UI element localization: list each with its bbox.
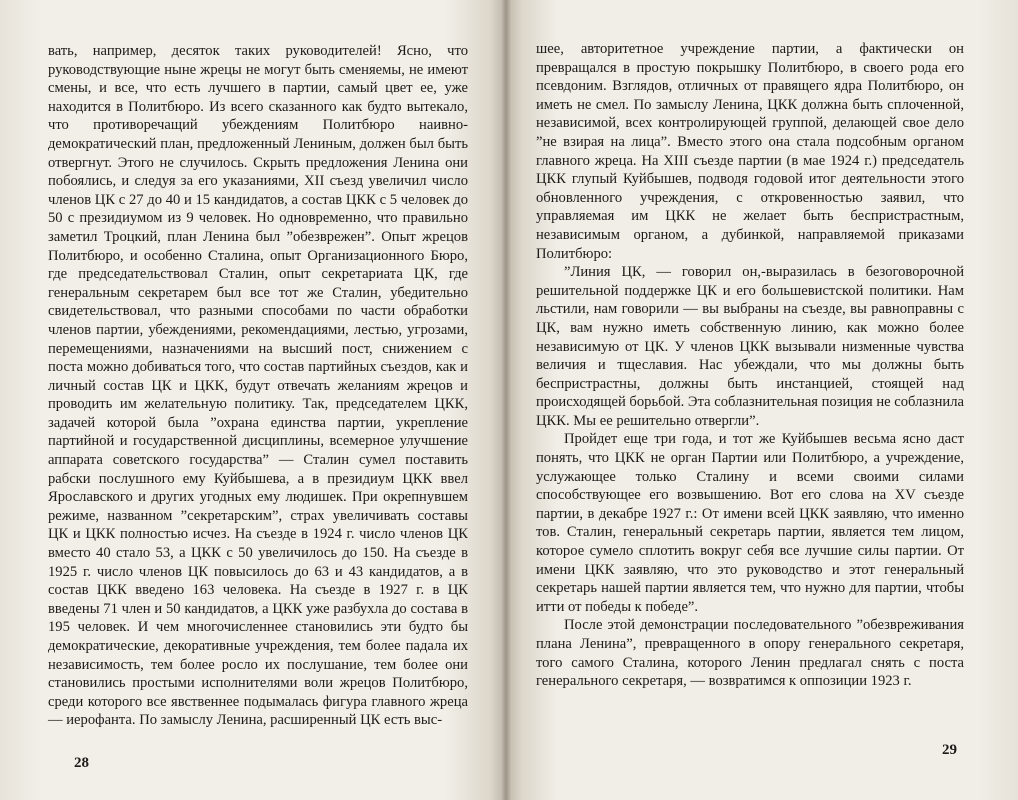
page-number-right: 29 [942,742,957,758]
paragraph: Пройдет еще три года, и тот же Куйбышев весьма ясно даст понять, что ЦКК не орган Партии или Политбюро, а учреждение, услужающее только Сталину и всеми своими силами способствующее его возвышению. Вот его слова на XV съезде партии, в декабре 1927 г.: От имени всей ЦКК заявляю, что именно тов. Сталин, генеральный секретарь партии, является тем лицом, которое сумело сплотить вокруг себя все лучшие силы партии. От имени ЦКК заявляю, что это руководство и этот генеральный секретарь нашей партии является тем, что нужно для партии, чтобы итти от победы к победе”. [536,431,964,615]
left-page-text [48,42,468,730]
paragraph: шее, авторитетное учреждение партии, а фактически он превращался в простую покрышку Политбюро, в своего рода его псевдоним. Взглядов, отличных от правящего ядра Политбюро, он иметь не смел. По замыслу Ленина, ЦКК должна быть сплоченной, независимой, всех контролирующей группой, делающей свое дело ”не взирая на лица”. Вместо этого она стала подсобным органом главного жреца. На XIII съезде партии (в мае 1924 г.) председатель ЦКК глупый Куйбышев, подводя годовой итог деятельности этого обновленного учреждения, с откровенностью заявил, что управляемая им ЦКК не желает быть беспристрастным, независимым органом, а дубинкой, направляемой приказами Политбюро: [536,41,964,262]
paragraph: После этой демонстрации последовательного ”обезвреживания плана Ленина”, превращенного в опору генерального секретаря, того самого Сталина, которого Ленин предлагал снять с поста генерального секретаря, — возвратимся к оппозиции 1923 г. [536,617,964,690]
right-page [506,0,1018,800]
paragraph: вать, например, десяток таких руководителей! Ясно, что руководствующие ныне жрецы не могут быть сменяемы, не имеют смены, и все, что есть лучшего в партии, самый цвет ее, уже находится в Политбюро. Из всего сказанного как будто вытекало, что противоречащий убеждениям Политбюро наивно-демократический план, предложенный Лениным, должен был быть отвергнут. Этого не случилось. Скрыть предложения Ленина они побоялись, и следуя за его указаниями, XII съезд увеличил число членов ЦК с 27 до 40 и 15 кандидатов, а состав ЦКК с 5 человек до 50 с президиумом из 9 человек. Но одновременно, что правильно заметил Троцкий, план Ленина был ”обезврежен”. Опыт жрецов Политбюро, и особенно Сталина, опыт Организационного Бюро, где председательствовал Сталин, опыт секретариата ЦК, где генеральным секретарем был все тот же Сталин, убедительно свидетельствовал, что разными способами по части обработки членов партии, убеждениями, рекомендациями, лестью, угрозами, перемещениями, назначениями на высший пост, снижением с поста можно добиваться того, что состав партийных съездов, как и личный состав ЦК и ЦКК, будут отвечать желаниям жрецов и проводить им желательную политику. Так, председателем ЦКК, задачей которой была ”охрана единства партии, укрепление партийной и государственной дисциплины, всемерное улучшение аппарата советского государства” — Сталин сумел поставить рабски послушного ему Куйбышева, а в президиум ЦКК ввел Ярославского и других угодных ему людишек. При окрепнувшем режиме, названном ”секретарским”, страх увеличивать составы ЦК и ЦКК полностью исчез. На съезде в 1924 г. число членов ЦК вместо 40 стало 53, а ЦКК с 50 увеличилось до 150. На съезде в 1925 г. число членов ЦК повысилось до 63 и 43 кандидатов, а в состав ЦКК введено 163 человека. На съезде в 1927 г. в ЦК введены 71 член и 50 кандидатов, а ЦКК уже разбухла до состава в 195 человек. И чем многочисленнее становились эти будто бы демократические, декоративные учреждения, тем более падала их независимость, тем более росло их послушание, тем более они становились простыми исполнителями воли жрецов Политбюро, среди которого все явственнее подымалась фигура главного жреца — иерофанта. По замыслу Ленина, расширенный ЦК есть выс- [48,43,468,729]
right-page-text [536,40,964,691]
paragraph-quote: ”Линия ЦК, — говорил он,-выразилась в безоговорочной решительной поддержке ЦК и его большевистской политики. Нам льстили, нам говорили — вы выбраны на съезде, вы равноправны с ЦК, вам нужно иметь собственную линию, как можно более независимую от ЦК. У членов ЦКК вызывали низменные чувства величия и тщеславия. Нас убеждали, что мы должны быть беспристрастны, должны быть инстанцией, стоящей над происходящей борьбой. Эта соблазнительная позиция не соблазнила ЦКК. Мы ее решительно отвергли”. [536,264,965,429]
left-page [0,0,506,800]
page-number-left: 28 [74,755,89,771]
book-gutter [500,0,512,800]
